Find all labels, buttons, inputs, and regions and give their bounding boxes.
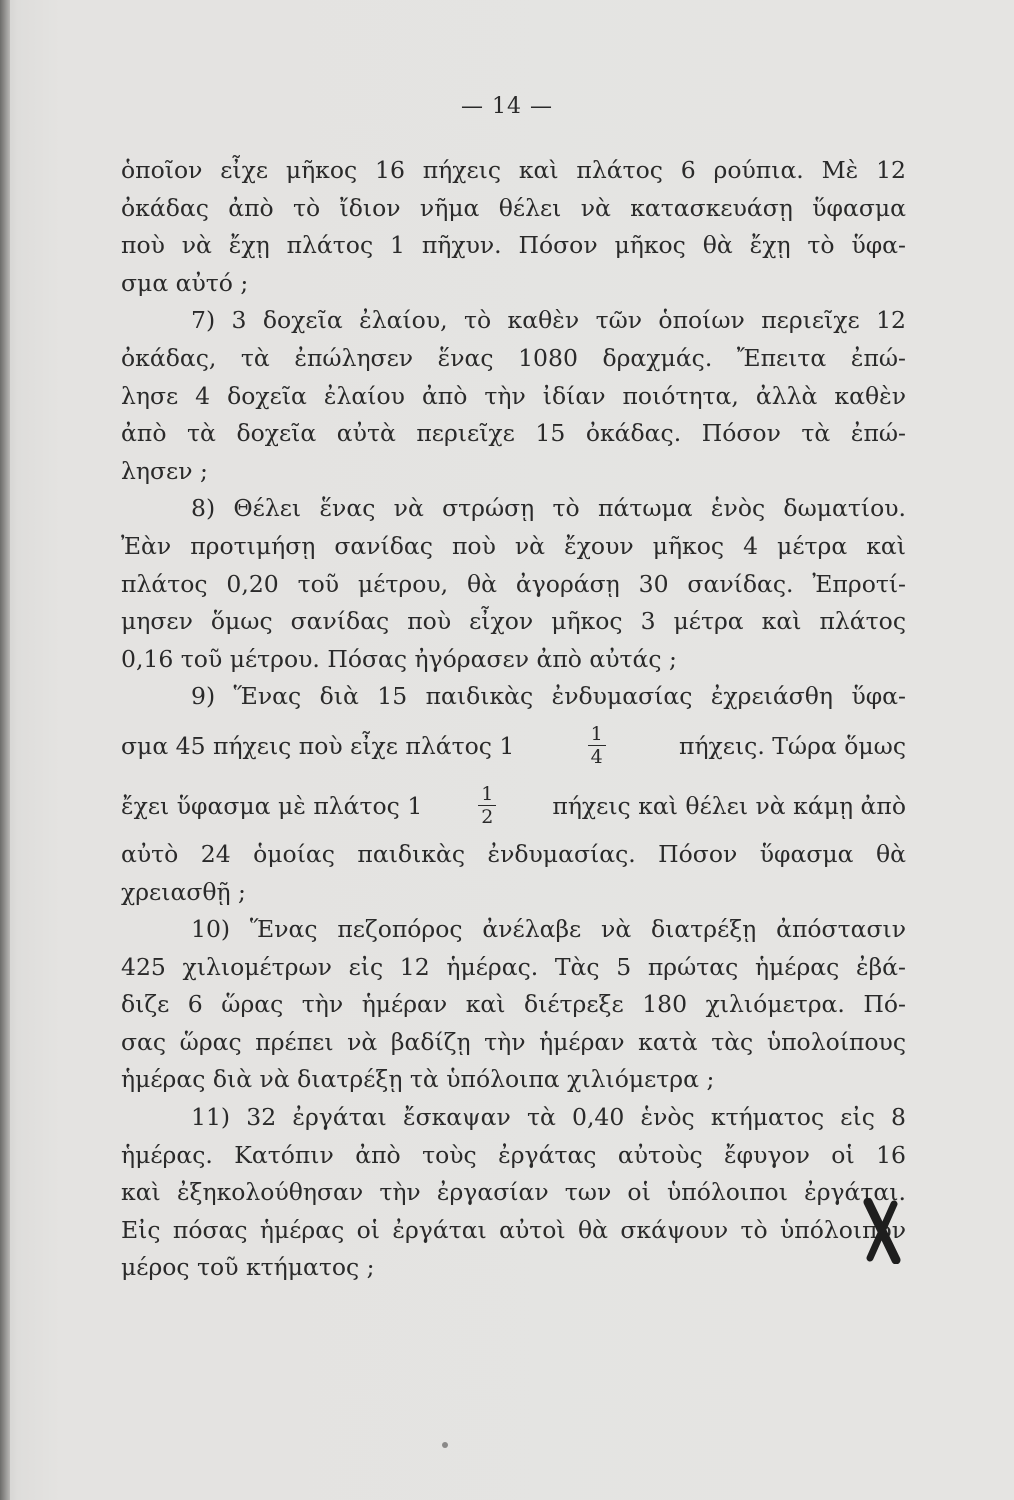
pencil-x-mark-icon	[862, 1198, 902, 1264]
text-line: ὀκάδας, τὰ ἐπώλησεν ἕνας 1080 δραχμάς. Ἔπειτα ἐπώ-	[121, 343, 906, 372]
text-line: διζε 6 ὥρας τὴν ἡμέραν καὶ διέτρεξε 180 χιλιόμετρα. Πό-	[121, 990, 906, 1019]
paragraph-group-bottom	[121, 836, 906, 1287]
fraction-line-1	[121, 716, 906, 776]
fraction-line-1-before: σμα 45 πήχεις ποὺ εἶχε πλάτος 1	[121, 731, 515, 760]
binding-edge-shadow	[0, 0, 10, 1500]
fraction-one-half	[478, 784, 496, 827]
text-line: Ἐὰν προτιμήσῃ σανίδας ποὺ νὰ ἔχουν μῆκος 4 μέτρα καὶ	[121, 531, 906, 560]
text-line: λησεν ;	[121, 456, 208, 485]
text-line: ὀκάδας ἀπὸ τὸ ἴδιον νῆμα θέλει νὰ κατασκευάσῃ ὕφασμα	[121, 193, 906, 222]
text-line: 8) Θέλει ἕνας νὰ στρώσῃ τὸ πάτωμα ἑνὸς δωματίου.	[191, 494, 906, 523]
fraction-line-2-before: ἔχει ὕφασμα μὲ πλάτος 1	[121, 791, 423, 820]
text-line: 7) 3 δοχεῖα ἐλαίου, τὸ καθὲν τῶν ὁποίων περιεῖχε 12	[191, 306, 906, 335]
fraction-one-quarter	[588, 724, 606, 767]
text-line: 11) 32 ἐργάται ἔσκαψαν τὰ 0,40 ἑνὸς κτήματος εἰς 8	[191, 1103, 906, 1132]
paper-speck	[442, 1442, 448, 1448]
fraction-line-2	[121, 776, 906, 836]
text-line: 425 χιλιομέτρων εἰς 12 ἡμέρας. Τὰς 5 πρώτας ἡμέρας ἐβά-	[121, 952, 906, 981]
fraction-denominator: 4	[590, 746, 603, 769]
text-line: Εἰς πόσας ἡμέρας οἱ ἐργάται αὐτοὶ θὰ σκάψουν τὸ ὑπόλοιπον	[121, 1215, 906, 1244]
text-line: ὁποῖον εἶχε μῆκος 16 πήχεις καὶ πλάτος 6 ρούπια. Μὲ 12	[121, 156, 906, 184]
problem-9-intro-line: 9) Ἕνας διὰ 15 παιδικὰς ἐνδυμασίας ἐχρειάσθη ὕφα-	[191, 682, 906, 711]
body-text	[121, 152, 906, 1287]
paragraph-group-top	[121, 152, 906, 678]
text-line: 10) Ἕνας πεζοπόρος ἀνέλαβε νὰ διατρέξῃ ἀπόστασιν	[191, 915, 906, 944]
text-line: 0,16 τοῦ μέτρου. Πόσας ἠγόρασεν ἀπὸ αὐτάς ;	[121, 644, 677, 673]
page-number: — 14 —	[461, 94, 553, 119]
text-line: πλάτος 0,20 τοῦ μέτρου, θὰ ἀγοράσῃ 30 σανίδας. Ἐπροτί-	[121, 569, 906, 598]
fraction-numerator: 1	[588, 724, 606, 746]
fraction-line-1-after: πήχεις. Τώρα ὅμως	[679, 731, 906, 760]
text-line: σας ὥρας πρέπει νὰ βαδίζῃ τὴν ἡμέραν κατὰ τὰς ὑπολοίπους	[121, 1027, 906, 1056]
text-line: ἀπὸ τὰ δοχεῖα αὐτὰ περιεῖχε 15 ὀκάδας. Πόσον τὰ ἐπώ-	[121, 419, 906, 448]
text-line: καὶ ἐξηκολούθησαν τὴν ἐργασίαν των οἱ ὑπόλοιποι ἐργάται.	[121, 1178, 906, 1207]
text-line: χρειασθῇ ;	[121, 877, 246, 906]
text-line: ἡμέρας. Κατόπιν ἀπὸ τοὺς ἐργάτας αὐτοὺς ἔφυγον οἱ 16	[121, 1140, 906, 1169]
text-line: λησε 4 δοχεῖα ἐλαίου ἀπὸ τὴν ἰδίαν ποιότητα, ἀλλὰ καθὲν	[121, 381, 906, 410]
text-line: αὐτὸ 24 ὁμοίας παιδικὰς ἐνδυμασίας. Πόσον ὕφασμα θὰ	[121, 839, 906, 868]
text-line: σμα αὐτό ;	[121, 268, 249, 297]
text-line: μέρος τοῦ κτήματος ;	[121, 1253, 375, 1282]
fraction-numerator: 1	[478, 784, 496, 806]
text-line: ποὺ νὰ ἔχῃ πλάτος 1 πῆχυν. Πόσον μῆκος θὰ ἔχῃ τὸ ὕφα-	[121, 231, 906, 260]
text-line: μησεν ὅμως σανίδας ποὺ εἶχον μῆκος 3 μέτρα καὶ πλάτος	[121, 607, 906, 636]
fraction-denominator: 2	[481, 806, 494, 829]
fraction-line-2-after: πήχεις καὶ θέλει νὰ κάμῃ ἀπὸ	[552, 791, 906, 820]
text-line: ἡμέρας διὰ νὰ διατρέξῃ τὰ ὑπόλοιπα χιλιόμετρα ;	[121, 1065, 715, 1094]
